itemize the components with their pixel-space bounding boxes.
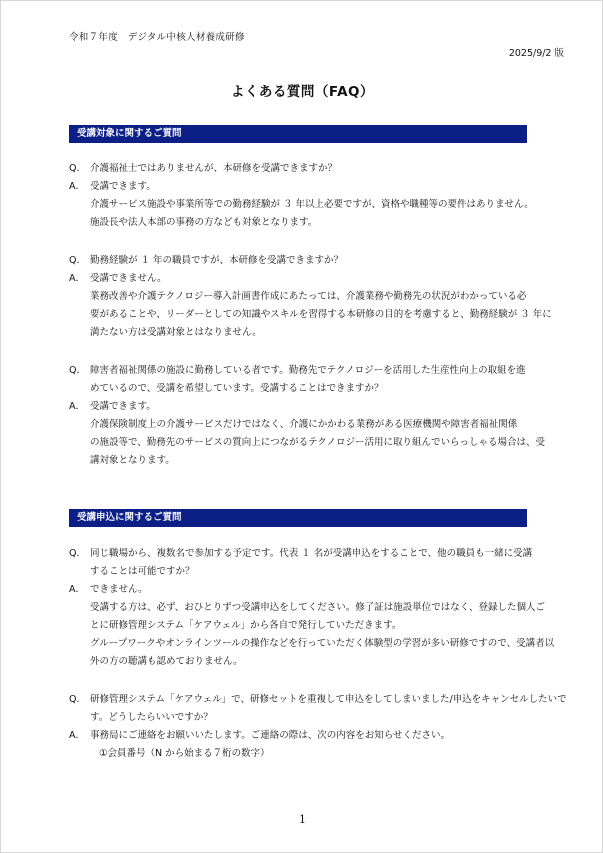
- answer-mark: A．: [69, 730, 85, 741]
- answer-text: 講対象となります。: [90, 455, 175, 466]
- page-number: 1: [299, 813, 306, 826]
- answer-text: の施設等で、勤務先のサービスの質向上につながるテクノロジー活用に取り組んでいらっしゃる場合は、受: [90, 437, 546, 448]
- answer-text: 事務局にご連絡をお願いいたします。ご連絡の際は、次の内容をお知らせください。: [90, 730, 450, 741]
- answer-text: 受講する方は、必ず、おひとりずつ受講申込をしてください。修了証は施設単位ではなく、登録した個人ご: [90, 602, 546, 613]
- answer-text: 外の方の聴講も認めておりません。: [90, 656, 243, 667]
- question-mark: Q．: [69, 163, 86, 174]
- question-text: することは可能ですか？: [90, 566, 195, 577]
- faq-item: [69, 160, 549, 232]
- question-text: 勤務経験が １ 年の職員ですが、本研修を受講できますか？: [90, 255, 344, 266]
- question-mark: Q．: [69, 365, 86, 376]
- question-text: 同じ職場から、複数名で参加する予定です。代表 １ 名が受講申込をすることで、他の職員も一緒に受講: [90, 548, 533, 559]
- faq-item: [69, 362, 549, 470]
- faq-item: [69, 691, 567, 763]
- section-heading-eligibility: 受講対象に関するご質問: [69, 125, 527, 143]
- header-program-name: 令和７年度 デジタル中核人材養成研修: [69, 32, 245, 43]
- question-text: めているので、受講を希望しています。受講することはできますか？: [90, 383, 384, 394]
- answer-mark: A．: [69, 273, 85, 284]
- page-title: よくある質問（FAQ）: [230, 84, 375, 100]
- answer-text: とに研修管理システム「ケアウェル」から各自で発行していただきます。: [90, 620, 402, 631]
- answer-text: できません。: [90, 584, 148, 595]
- question-text: 研修管理システム「ケアウェル」で、研修セットを重複して申込をしてしまいました/申込をキャンセルしたいで: [90, 694, 567, 705]
- answer-text: 施設長や法人本部の事務の方なども対象となります。: [90, 217, 318, 228]
- answer-subitem: ①会員番号（N から始まる７桁の数字）: [99, 748, 270, 759]
- answer-text: 介護保険制度上の介護サービスだけではなく、介護にかかわる業務がある医療機関や障害者福祉関係: [90, 419, 518, 430]
- header-version: 2025/9/2 版: [508, 48, 564, 59]
- answer-text: 受講できません。: [90, 273, 167, 284]
- faq-item: [69, 545, 555, 671]
- faq-item: [69, 252, 552, 342]
- answer-mark: A．: [69, 584, 85, 595]
- question-text: 障害者福祉関係の施設に勤務している者です。勤務先でテクノロジーを活用した生産性向上の取組を進: [90, 365, 526, 376]
- section-heading-application: 受講申込に関するご質問: [69, 509, 527, 527]
- answer-text: 介護サービス施設や事業所等での勤務経験が ３ 年以上必要ですが、資格や職種等の要件はありません。: [90, 199, 534, 210]
- question-mark: Q．: [69, 548, 86, 559]
- answer-text: 受講できます。: [90, 401, 156, 412]
- question-mark: Q．: [69, 255, 86, 266]
- answer-text: 要があることや、リーダーとしての知識やスキルを習得する本研修の目的を考慮すると、勤務経験が ３ 年に: [90, 309, 552, 320]
- answer-mark: A．: [69, 181, 85, 192]
- question-mark: Q．: [69, 694, 86, 705]
- answer-text: グループワークやオンラインツールの操作などを行っていただく体験型の学習が多い研修ですので、受講者以: [90, 638, 555, 649]
- answer-text: 満たない方は受講対象とはなりません。: [90, 327, 262, 338]
- question-text: す。どうしたらいいですか？: [90, 712, 213, 723]
- answer-text: 受講できます。: [90, 181, 156, 192]
- answer-text: 業務改善や介護テクノロジー導入計画書作成にあたっては、介護業務や勤務先の状況がわかっている必: [90, 291, 527, 302]
- question-text: 介護福祉士ではありませんが、本研修を受講できますか？: [90, 163, 338, 174]
- answer-mark: A．: [69, 401, 85, 412]
